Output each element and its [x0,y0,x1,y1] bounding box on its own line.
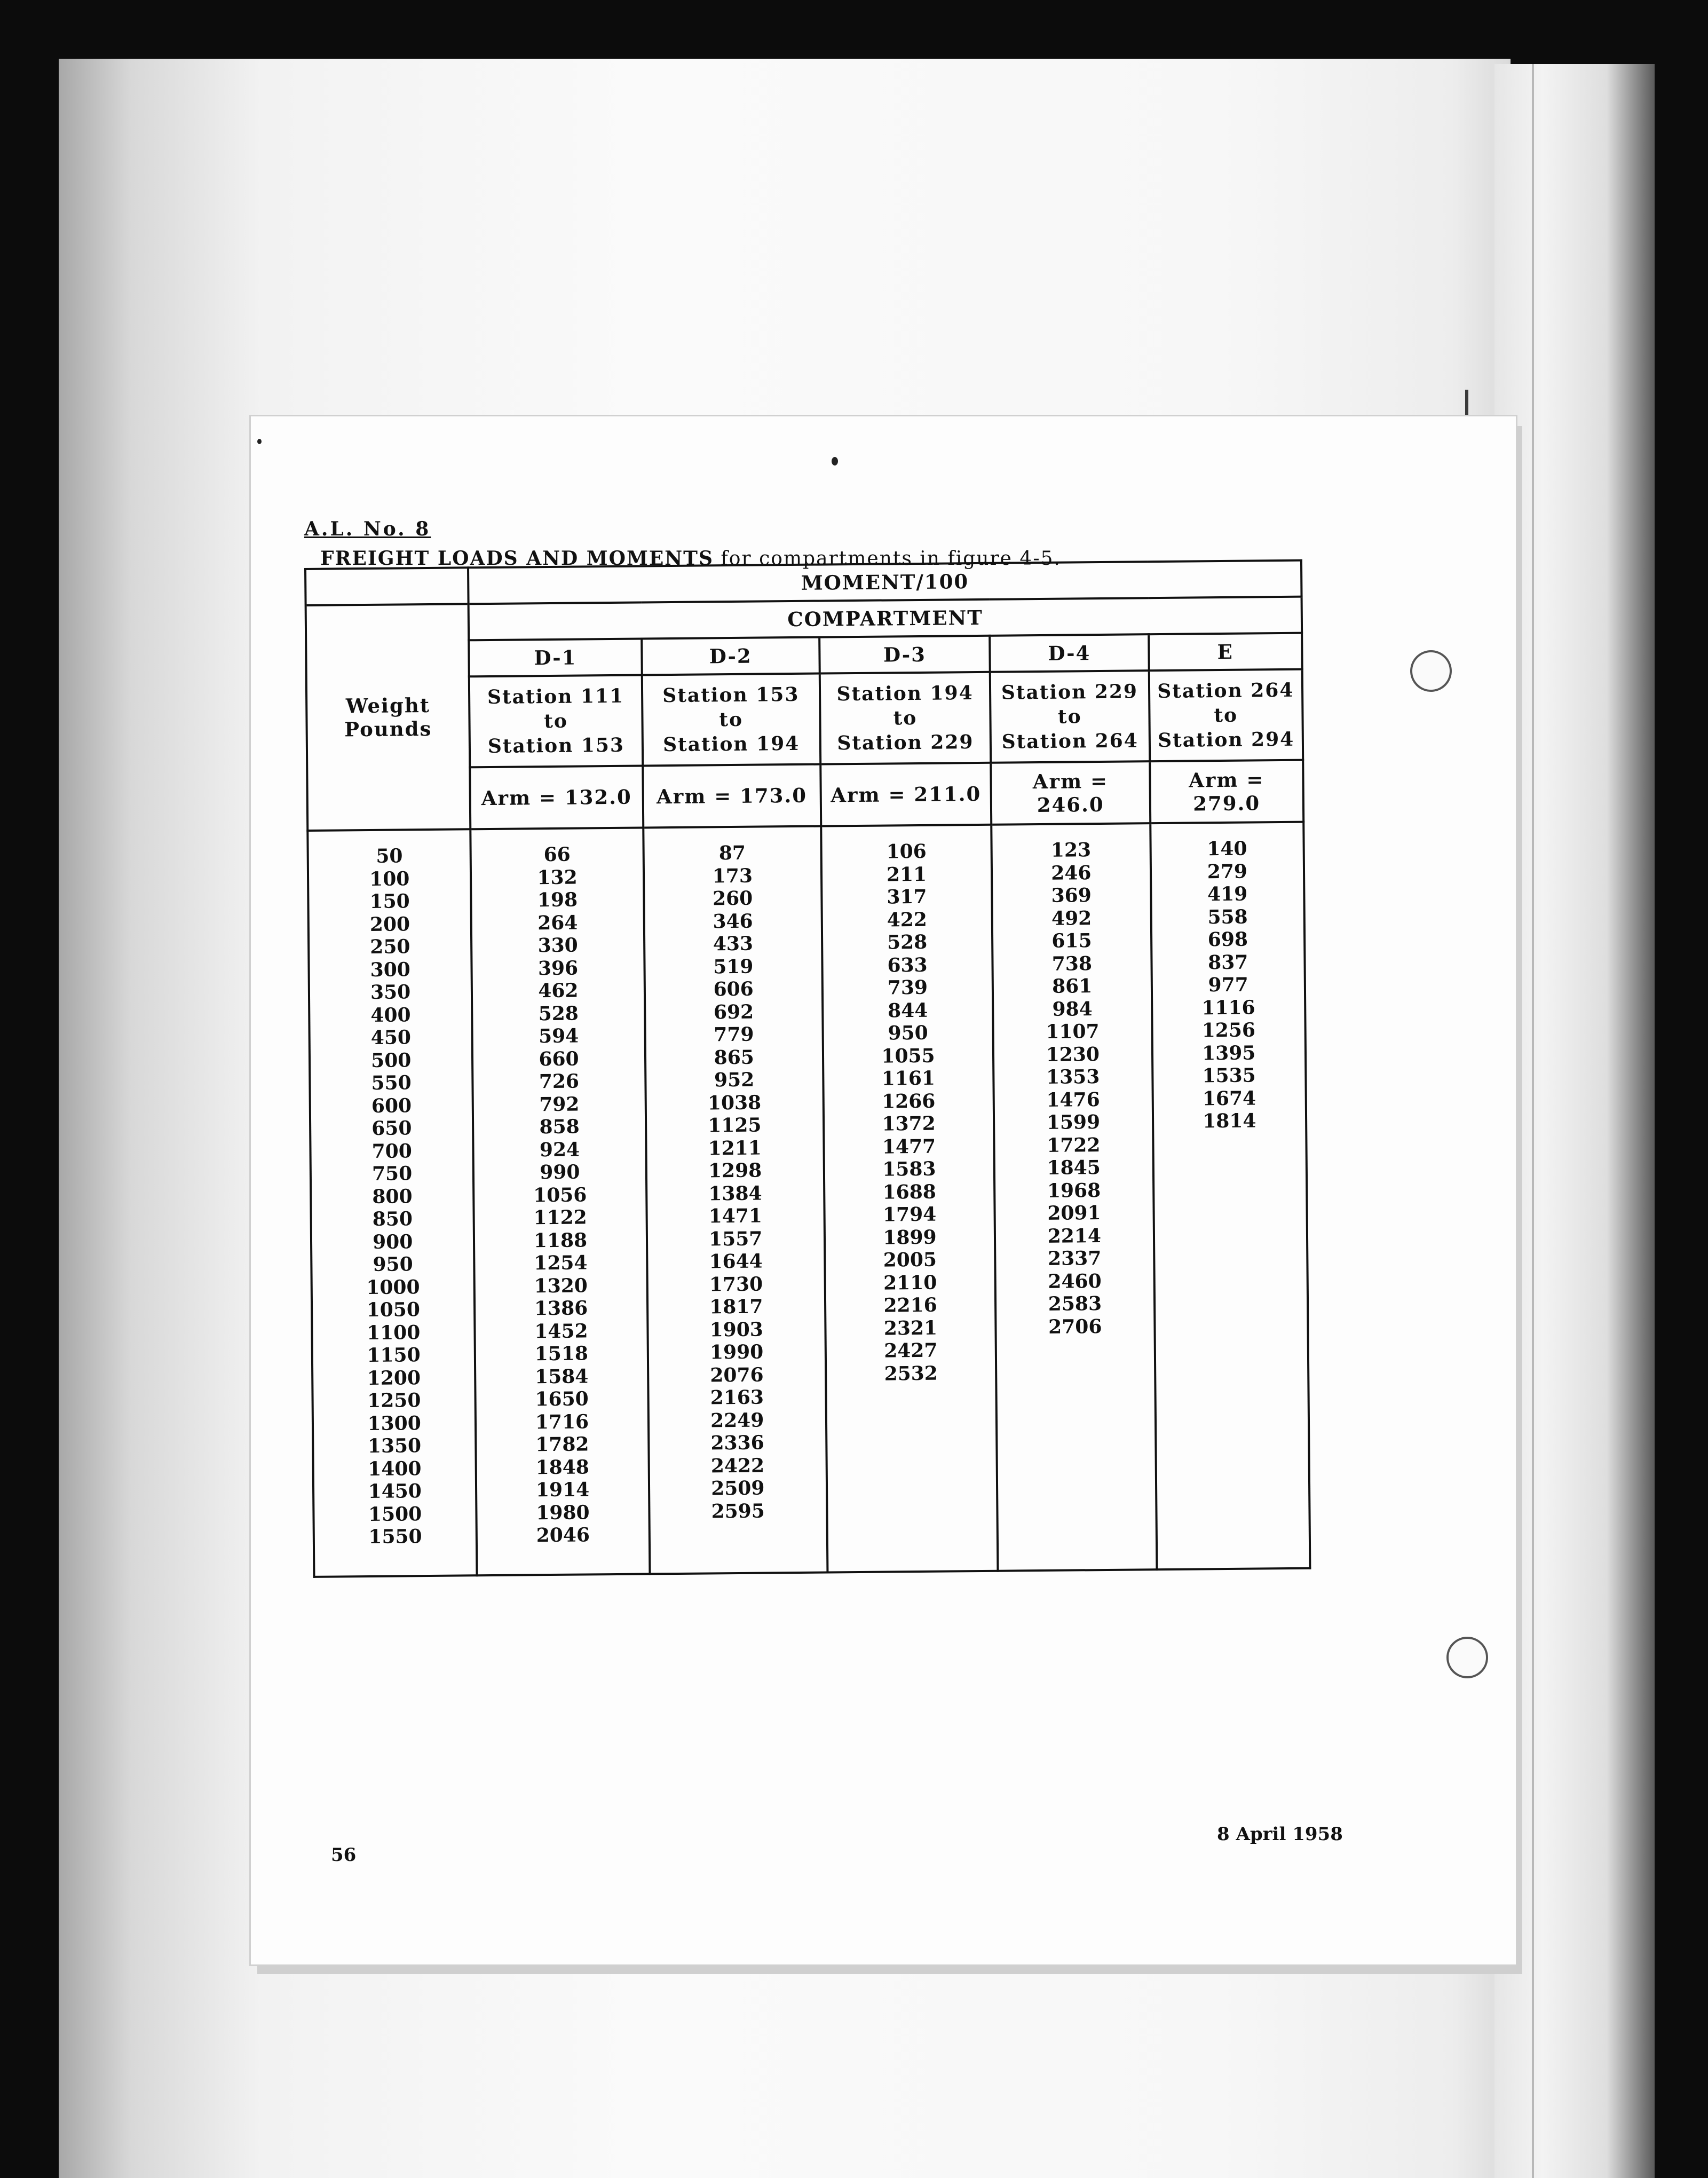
moment-value: 1782 [535,1433,589,1456]
revision-date: 8 April 1958 [1217,1824,1343,1845]
moment-value: 346 [713,910,753,933]
moment-value: 1814 [1203,1109,1256,1133]
moment-value: 1899 [883,1226,937,1249]
station-from: Station 194 [836,682,974,706]
moment-value: 861 [1051,975,1093,998]
moment-value: 198 [537,888,578,912]
underlying-page-edge [1494,64,1655,2178]
moment-value: 1584 [534,1364,589,1388]
moment-value: 1990 [709,1340,764,1364]
moment-value: 1722 [1047,1133,1101,1157]
weight-header [306,604,471,831]
moment-column-d4 [991,823,1157,1571]
moment-value: 1122 [533,1206,587,1229]
moment-value: 1817 [709,1295,763,1319]
moment-value: 633 [887,953,928,976]
moment-value: 1599 [1046,1111,1101,1134]
weight-value: 900 [372,1230,413,1253]
moment-value: 990 [540,1161,580,1184]
moment-value: 2706 [1048,1315,1102,1338]
moment-value: 2163 [710,1386,764,1409]
compartment-name: E [1149,633,1302,671]
moment-value: 1116 [1201,996,1255,1019]
punch-hole-icon [1410,650,1452,692]
moment-value: 1266 [881,1090,936,1113]
moment-value: 1055 [881,1044,935,1068]
moment-value: 1230 [1046,1043,1100,1066]
moment-value: 950 [888,1021,928,1045]
moment-value: 519 [713,955,754,978]
moment-value: 2422 [710,1454,765,1477]
moment-value: 1161 [881,1067,936,1090]
moment-value: 1471 [708,1204,763,1228]
weight-value: 1300 [367,1411,421,1435]
moment-value: 396 [537,957,579,980]
moment-value: 858 [539,1115,580,1139]
weight-column [307,829,477,1577]
moment-value: 660 [539,1047,579,1070]
weight-value: 800 [372,1185,413,1208]
moment-value: 1211 [708,1137,762,1159]
moment-value: 1452 [534,1319,588,1343]
moment-value: 726 [539,1070,580,1093]
moment-value: 2595 [711,1500,765,1522]
moment-value: 792 [539,1093,580,1116]
station-range [469,675,643,767]
weight-value: 450 [370,1026,412,1049]
moment-value: 1476 [1046,1088,1100,1111]
moment-value: 1256 [1201,1019,1256,1042]
moment-value: 140 [1207,837,1247,861]
moment-value: 1794 [882,1203,937,1226]
weight-value: 1000 [366,1275,420,1299]
moment-column-d1 [471,827,650,1575]
moment-value: 492 [1051,906,1092,930]
moment-value: 279 [1207,860,1248,883]
freight-loads-table [304,559,1311,1578]
weight-value: 1550 [368,1525,422,1549]
moment-value: 106 [886,840,927,863]
moment-value: 2005 [883,1248,937,1272]
moment-column-d2 [643,826,827,1574]
moment-value: 1518 [534,1342,589,1366]
title-rest-part: for compartments in figure 4-5. [713,548,1061,570]
moment-value: 1477 [882,1135,936,1158]
compartment-name: D-4 [990,634,1149,672]
arm-value: Arm = 279.0 [1150,760,1303,824]
weight-header-line1: Weight [345,693,431,718]
punch-hole-icon [1446,1637,1488,1678]
weight-value: 250 [370,935,410,958]
station-from: Station 111 [487,684,624,709]
moment-value: 528 [538,1002,579,1025]
weight-value: 1400 [368,1457,422,1480]
moment-value: 2214 [1047,1224,1102,1248]
moment-value: 1650 [535,1387,589,1411]
moment-value: 123 [1050,839,1092,862]
moment-value: 2091 [1047,1202,1101,1225]
moment-value: 779 [714,1023,754,1046]
moment-value: 837 [1208,951,1248,974]
moment-value: 606 [713,977,754,1001]
moment-value: 1254 [534,1251,588,1275]
moment-value: 1848 [535,1455,590,1479]
moment-value: 2110 [883,1271,937,1295]
moment-value: 369 [1051,884,1092,907]
moment-value: 422 [887,908,928,931]
moment-value: 246 [1051,861,1092,885]
moment-value: 698 [1207,928,1248,951]
moment-value: 66 [543,843,571,866]
moment-value: 1914 [535,1478,590,1502]
station-to-word: to [1057,705,1082,728]
moment-value: 1903 [709,1318,764,1341]
moment-value: 1980 [536,1501,590,1524]
corner-cell [305,567,469,605]
moment-value: 1730 [709,1273,763,1296]
moment-value: 558 [1207,905,1248,928]
moment-value: 2460 [1048,1269,1102,1293]
moment-value: 844 [888,999,928,1022]
station-to: Station 264 [1001,729,1138,753]
moment-value: 952 [714,1068,755,1092]
moment-value: 1056 [533,1183,587,1206]
moment-value: 1674 [1202,1086,1256,1110]
weight-value: 550 [371,1071,412,1094]
data-row [307,822,1310,1577]
station-to: Station 229 [837,731,974,755]
station-to-word: to [544,709,568,733]
weight-value: 200 [369,912,410,936]
moment-header: MOMENT/100 [468,561,1301,604]
station-to-word: to [1214,704,1238,727]
moment-value: 1372 [882,1112,936,1135]
moment-value: 984 [1052,997,1093,1021]
moment-value: 2336 [710,1431,764,1455]
weight-header-line2: Pounds [344,716,432,741]
moment-value: 1320 [534,1274,588,1297]
moment-value: 462 [538,979,579,1003]
moment-value: 2509 [711,1477,765,1500]
moment-value: 738 [1051,952,1093,975]
moment-value: 924 [539,1138,580,1161]
compartment-name: D-3 [819,636,990,674]
weight-value: 850 [372,1208,413,1230]
moment-value: 1583 [882,1157,936,1181]
compartment-name: D-1 [469,638,642,676]
station-to: Station 194 [662,732,800,756]
weight-value: 650 [371,1117,412,1140]
moment-value: 1535 [1202,1064,1256,1087]
station-from: Station 229 [1001,680,1138,704]
weight-value: 750 [371,1162,413,1185]
weight-value: 100 [369,867,410,890]
moment-value: 419 [1207,882,1248,906]
moment-value: 1716 [535,1410,589,1433]
moment-value: 87 [718,841,746,865]
moment-value: 1845 [1047,1156,1101,1179]
weight-value: 300 [370,958,411,981]
moment-value: 433 [713,932,754,956]
moment-value: 211 [886,863,927,886]
compartment-header: COMPARTMENT [469,597,1302,641]
weight-value: 950 [373,1253,413,1276]
moment-value: 1688 [882,1180,937,1204]
weight-value: 1350 [367,1434,422,1458]
weight-value: 1450 [368,1480,422,1503]
weight-value: 1200 [367,1366,421,1390]
amendment-list-number: A.L. No. 8 [304,518,431,540]
moment-value: 1644 [709,1250,763,1273]
weight-value: 150 [369,890,410,913]
moment-value: 2583 [1048,1292,1102,1315]
moment-column-d3 [821,825,998,1573]
weight-value: 50 [376,845,403,867]
compartment-name: D-2 [642,637,820,675]
moment-value: 1386 [534,1297,588,1320]
moment-value: 1395 [1201,1041,1256,1064]
weight-value: 350 [370,981,411,1004]
station-to-word: to [719,708,744,731]
weight-value: 1050 [366,1298,421,1322]
moment-value: 977 [1208,973,1248,997]
moment-value: 260 [712,887,753,910]
station-range [820,672,991,764]
moment-value: 1298 [708,1159,762,1182]
weight-value: 1250 [367,1389,421,1412]
moment-value: 528 [887,930,928,954]
station-to: Station 294 [1157,728,1295,752]
weight-value: 400 [370,1003,411,1027]
weight-value: 1150 [367,1344,421,1367]
moment-value: 594 [538,1024,579,1048]
weight-value: 1100 [366,1321,421,1344]
moment-value: 264 [537,911,578,934]
moment-value: 2046 [536,1524,590,1547]
moment-value: 132 [537,866,578,889]
moment-value: 1188 [533,1228,588,1252]
moment-value: 1557 [708,1227,763,1250]
moment-value: 1038 [707,1091,762,1114]
moment-value: 317 [887,885,927,909]
station-to: Station 153 [487,733,625,758]
arm-value: Arm = 211.0 [820,763,991,826]
station-range [642,674,820,766]
moment-value: 692 [713,1000,754,1023]
arm-value: Arm = 246.0 [991,761,1150,825]
moment-value: 2427 [884,1339,938,1362]
moment-value: 1125 [708,1114,762,1137]
moment-value: 2249 [710,1409,764,1432]
weight-value: 600 [371,1094,412,1117]
weight-value: 1500 [368,1502,422,1526]
moment-value: 615 [1051,929,1092,952]
moment-value: 2216 [883,1293,937,1317]
moment-value: 1107 [1046,1020,1100,1043]
moment-value: 739 [887,976,928,999]
moment-column-e [1150,822,1310,1569]
title-bold-part: FREIGHT LOADS AND MOMENTS [320,547,714,570]
moment-value: 2532 [884,1362,938,1385]
arm-value: Arm = 132.0 [470,766,643,829]
station-range [990,670,1150,763]
moment-value: 2076 [710,1363,764,1386]
moment-value: 2321 [883,1316,938,1340]
weight-value: 700 [371,1139,412,1163]
moment-value: 1384 [708,1182,762,1205]
station-to-word: to [893,706,918,730]
moment-value: 2337 [1047,1247,1102,1270]
weight-value: 500 [370,1048,412,1072]
dust-speck [257,439,262,444]
moment-value: 1353 [1046,1066,1100,1088]
arm-value: Arm = 173.0 [643,764,821,828]
station-range [1149,669,1303,762]
moment-value: 173 [712,864,753,887]
moment-value: 1968 [1047,1179,1101,1202]
moment-value: 330 [537,934,578,957]
station-from: Station 153 [662,683,800,707]
moment-value: 865 [714,1046,755,1069]
page-number: 56 [331,1844,357,1866]
dust-speck [832,457,838,465]
station-from: Station 264 [1157,678,1294,703]
